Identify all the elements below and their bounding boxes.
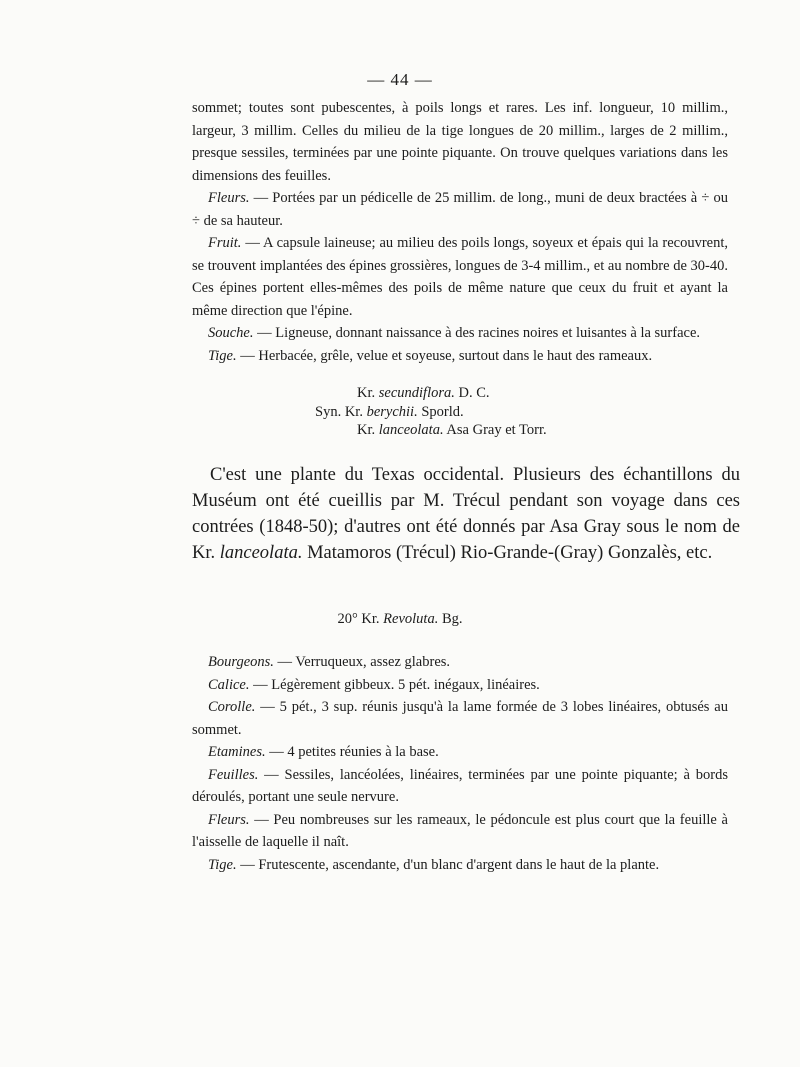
label-tige: Tige.: [208, 347, 237, 364]
page-number: — 44 —: [367, 70, 433, 89]
label-souche: Souche.: [208, 325, 254, 341]
synonym-line: Syn. Kr. berychii. Sporld.: [315, 403, 464, 420]
description-block-1: [192, 97, 728, 367]
paragraph-fleurs-2: Fleurs. — Peu nombreuses sur les rameaux, le pédoncule est plus court que la feuille à l'aisselle de laquelle il naît.: [192, 811, 728, 850]
label-tige: Tige.: [208, 856, 237, 873]
synonym-line: Kr. secundiflora. D. C.: [357, 385, 490, 401]
description-block-2: [192, 651, 728, 876]
paragraph-sommet: sommet; toutes sont pubescentes, à poils longs et rares. Les inf. longueur, 10 millim., largeur, 3 millim. Celles du milieu de la tige longues de 20 millim., larges de 2 millim., presque sessiles, terminées par une pointe piquante. On trouve quelques variations dans les dimensions des feuilles.: [192, 100, 728, 184]
paragraph-feuilles: Feuilles. — Sessiles, lancéolées, linéaires, terminées par une pointe piquante; à bords déroulés, portant une seule nervure.: [192, 766, 728, 805]
paragraph-corolle: Corolle. — 5 pét., 3 sup. réunis jusqu'à la lame formée de 3 lobes linéaires, obtusés au sommet.: [192, 699, 728, 738]
paragraph-fruit: Fruit. — A capsule laineuse; au milieu des poils longs, soyeux et épais qui la recouvrent, se trouvent implantées des épines grossières, longues de 3-4 millim., et au nombre de 30-40. Ces épines portent elles-mêmes des poils de même nature que ceux du fruit et ayant la même direction que l'épine.: [192, 235, 728, 319]
species-heading: 20° Kr. Revoluta. Bg.: [337, 611, 463, 627]
paragraph-tige-2: Tige. — Frutescente, ascendante, d'un blanc d'argent dans le haut de la plante.: [208, 856, 660, 873]
paragraph-tige: Tige. — Herbacée, grêle, velue et soyeuse, surtout dans le haut des rameaux.: [208, 347, 653, 364]
label-feuilles: Feuilles.: [208, 766, 259, 783]
paragraph-etamines: Etamines. — 4 petites réunies à la base.: [208, 744, 439, 760]
label-calice: Calice.: [208, 676, 250, 693]
paragraph-souche: Souche. — Ligneuse, donnant naissance à des racines noires et luisantes à la surface.: [208, 325, 701, 341]
paragraph-bourgeons: Bourgeons. — Verruqueux, assez glabres.: [208, 654, 451, 670]
label-etamines: Etamines.: [208, 744, 266, 760]
label-bourgeons: Bourgeons.: [208, 654, 274, 670]
label-corolle: Corolle.: [208, 699, 256, 715]
paragraph-calice: Calice. — Légèrement gibbeux. 5 pét. inégaux, linéaires.: [208, 676, 540, 693]
label-fleurs: Fleurs.: [208, 190, 250, 206]
paragraph-fleurs: Fleurs. — Portées par un pédicelle de 25 millim. de long., muni de deux bractées à ÷ ou ÷ de sa hauteur.: [192, 190, 728, 229]
synonym-line: Kr. lanceolata. Asa Gray et Torr.: [357, 422, 547, 438]
synonymy-block: [0, 384, 800, 440]
label-fleurs: Fleurs.: [208, 811, 250, 828]
main-paragraph: C'est une plante du Texas occidental. Plusieurs des échantillons du Muséum ont été cueillis par M. Trécul pendant son voyage dans ces contrées (1848-50); d'autres ont été donnés par Asa Gray sous le nom de Kr. lanceolata. Matamoros (Trécul) Rio-Grande-(Gray) Gonzalès, etc.: [192, 465, 740, 563]
label-fruit: Fruit.: [208, 235, 242, 251]
